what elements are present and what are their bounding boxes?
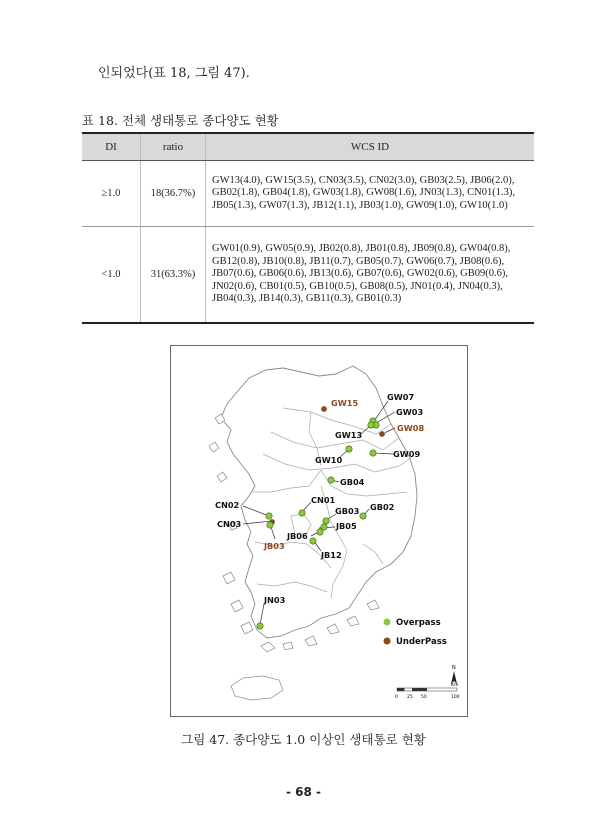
scale-tick-50: 50 — [421, 695, 427, 700]
label-cn03: CN03 — [217, 519, 242, 529]
point-gb02 — [360, 513, 366, 519]
north-arrow-icon — [451, 665, 457, 684]
point-gb03 — [323, 518, 329, 524]
label-gw07: GW07 — [387, 392, 415, 402]
label-jb05: JB05 — [336, 521, 357, 531]
label-gb02: GB02 — [370, 502, 395, 512]
page-number: - 68 - — [285, 785, 321, 799]
label-gw13: GW13 — [335, 430, 363, 440]
label-cn01: CN01 — [311, 495, 336, 505]
korea-map — [171, 346, 467, 716]
table-header-row — [82, 133, 534, 161]
label-jn03: JN03 — [264, 595, 286, 605]
label-gw08: GW08 — [397, 423, 425, 433]
row-ids: GW01(0.9), GW05(0.9), JB02(0.8), JB01(0.8), JB09(0.8), GW04(0.8), GB12(0.8), JB10(0.8), JB11(0.7), GB05(0.7), GW06(0.7), JB08(0.6), JB07(0.6), GB06(0.6), JB13(0.6), GB07(0.6), GW02(0.6), GB09(0.6), JN02(0.6), CB01(0.5), GB10(0.5), GB08(0.5), JN01(0.4), JN04(0.3), JB04(0.3), JB14(0.3), GB11(0.3), GB01(0.3) — [206, 227, 535, 323]
row-ids: GW13(4.0), GW15(3.5), CN03(3.5), CN02(3.0), GB03(2.5), JB06(2.0), GB02(1.8), GB04(1.8), GW03(1.8), GW08(1.6), JN03(1.3), CN01(1.3), JB05(1.3), GW07(1.3), JB12(1.1), JB03(1.0), GW09(1.0), GW10(1.0) — [206, 161, 535, 227]
label-gw09: GW09 — [393, 449, 421, 459]
label-cn02: CN02 — [215, 500, 240, 510]
scale-unit: Km — [451, 683, 459, 688]
label-gw15: GW15 — [331, 398, 359, 408]
scale-tick-0: 0 — [395, 695, 398, 700]
point-gw15 — [321, 406, 327, 412]
label-gw10: GW10 — [315, 455, 343, 465]
legend-underpass-swatch — [384, 638, 391, 645]
point-cn02 — [266, 513, 272, 519]
legend-overpass-swatch — [384, 619, 391, 626]
label-jb06: JB06 — [287, 531, 308, 541]
legend-underpass-label: UnderPass — [396, 637, 447, 647]
point-jn03 — [257, 623, 263, 629]
table-caption: 표 18. 전체 생태통로 종다양도 현황 — [82, 113, 279, 128]
point-jb03 — [267, 522, 273, 528]
label-gb03: GB03 — [335, 506, 360, 516]
table-row — [82, 161, 534, 227]
point-cn01 — [299, 510, 305, 516]
row-di: <1.0 — [82, 227, 141, 323]
scale-tick-100: 100 — [451, 695, 460, 700]
label-gb04: GB04 — [340, 477, 365, 487]
scale-bar — [395, 682, 460, 700]
row-ratio: 18(36.7%) — [141, 161, 206, 227]
point-gb04 — [328, 477, 334, 483]
point-gw13 — [368, 422, 374, 428]
row-ratio: 31(63.3%) — [141, 227, 206, 323]
point-gw10 — [346, 446, 352, 452]
diversity-table — [82, 132, 534, 324]
header-di: DI — [82, 133, 141, 161]
table-row — [82, 227, 534, 323]
intro-text: 인되었다(표 18, 그림 47). — [98, 66, 250, 81]
row-di: ≥1.0 — [82, 161, 141, 227]
map-legend — [384, 618, 447, 647]
point-jb06 — [317, 529, 323, 535]
figure-caption: 그림 47. 종다양도 1.0 이상인 생태통로 현황 — [181, 732, 426, 747]
scale-tick-25: 25 — [407, 695, 413, 700]
label-jb03: JB03 — [264, 541, 285, 551]
point-jb12 — [310, 538, 316, 544]
label-jb12: JB12 — [321, 550, 342, 560]
korea-map-figure — [170, 345, 468, 717]
header-ratio: ratio — [141, 133, 206, 161]
label-gw03: GW03 — [396, 407, 424, 417]
point-gw08 — [379, 431, 385, 437]
point-gw09 — [370, 450, 376, 456]
header-wcs-id: WCS ID — [206, 133, 535, 161]
north-label: N — [452, 665, 456, 671]
legend-overpass-label: Overpass — [396, 618, 441, 628]
